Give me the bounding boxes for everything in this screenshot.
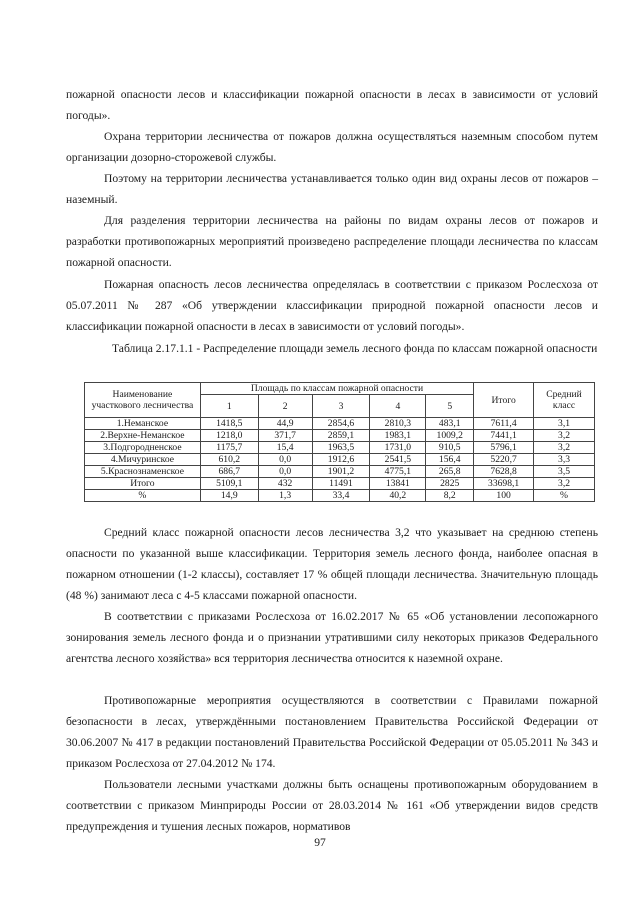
table-cell: 44,9: [258, 418, 312, 430]
table-cell: 1731,0: [370, 442, 426, 454]
table-cell: 4775,1: [370, 466, 426, 478]
table-row: [85, 490, 595, 502]
fire-danger-table: [84, 382, 595, 502]
paragraph-3: Поэтому на территории лесничества устанавливается только один вид охраны лесов от пожаров – наземный.: [66, 172, 598, 206]
table-cell: 13841: [370, 478, 426, 490]
table-cell: 1912,6: [312, 454, 370, 466]
table-header-class: 4: [370, 395, 426, 418]
table-cell: 1418,5: [200, 418, 258, 430]
table-cell: 40,2: [370, 490, 426, 502]
table-cell: 33698,1: [474, 478, 534, 490]
paragraph-1: пожарной опасности лесов и классификации пожарной опасности в лесах в зависимости от условий погоды».: [66, 88, 598, 122]
table-cell: 3,2: [534, 478, 595, 490]
table-cell: 3,1: [534, 418, 595, 430]
table-cell: 910,5: [426, 442, 474, 454]
table-cell: 1,3: [258, 490, 312, 502]
table-header-name: Наименование участкового лесничества: [85, 383, 201, 418]
table-cell: 100: [474, 490, 534, 502]
table-cell: 1009,2: [426, 430, 474, 442]
table-cell: 3,3: [534, 454, 595, 466]
table-cell: 14,9: [200, 490, 258, 502]
table-cell: 5796,1: [474, 442, 534, 454]
page-number: 97: [314, 836, 326, 849]
table-row: [85, 466, 595, 478]
table-header-class: 1: [200, 395, 258, 418]
table-cell: 3,5: [534, 466, 595, 478]
table-header-avg: Средний класс: [534, 383, 595, 418]
table-cell: 265,8: [426, 466, 474, 478]
paragraph-9: Пользователи лесными участками должны быть оснащены противопожарным оборудованием в соответствии с приказом Минприроды России от 28.03.2014 № 161 «Об утверждении видов средств предупреждения и тушения лесных пожаров, нормативов: [66, 778, 598, 833]
table-cell: 3,2: [534, 442, 595, 454]
table-cell: 1963,5: [312, 442, 370, 454]
table-cell: 2810,3: [370, 418, 426, 430]
table-cell: %: [534, 490, 595, 502]
table-cell: 1218,0: [200, 430, 258, 442]
table-cell: 7611,4: [474, 418, 534, 430]
table-cell: 1901,2: [312, 466, 370, 478]
paragraph-6: Средний класс пожарной опасности лесов лесничества 3,2 что указывает на среднюю степень опасности по указанной выше классификации. Территория земель лесного фонда, наиболее опасная в пожарном отношении (1-2 классы), составляет 17 % общей площади лесничества. Значительную площадь (48 %) занимают леса с 4-5 классами пожарной опасности.: [66, 526, 598, 602]
table-cell: 7628,8: [474, 466, 534, 478]
table-cell: 15,4: [258, 442, 312, 454]
table-cell: 432: [258, 478, 312, 490]
table-cell: 7441,1: [474, 430, 534, 442]
table-cell: 8,2: [426, 490, 474, 502]
table-cell: 1175,7: [200, 442, 258, 454]
table-cell: 3,2: [534, 430, 595, 442]
table-body: [85, 418, 595, 502]
table-header-class: 3: [312, 395, 370, 418]
table-cell: 5109,1: [200, 478, 258, 490]
table-cell: 610,2: [200, 454, 258, 466]
table-header-class: 2: [258, 395, 312, 418]
table-cell: 2859,1: [312, 430, 370, 442]
table-caption: Таблица 2.17.1.1 - Распределение площади земель лесного фонда по классам пожарной опасности: [112, 342, 598, 355]
paragraph-2: Охрана территории лесничества от пожаров должна осуществляться наземным способом путем организации дозорно-сторожевой службы.: [66, 130, 598, 164]
table-row-label: 2.Верхне-Неманское: [85, 430, 201, 442]
table-header-total: Итого: [474, 383, 534, 418]
table-row: [85, 418, 595, 430]
table-cell: 0,0: [258, 466, 312, 478]
table-cell: 0,0: [258, 454, 312, 466]
table-cell: 1983,1: [370, 430, 426, 442]
table-row-label: %: [85, 490, 201, 502]
table-row-label: 4.Мичуринское: [85, 454, 201, 466]
table-cell: 2825: [426, 478, 474, 490]
paragraph-5: Пожарная опасность лесов лесничества определялась в соответствии с приказом Рослесхоза от 05.07.2011 № 287 «Об утверждении классификации природной пожарной опасности лесов и классификации пожарной опасности в лесах в зависимости от условий погоды».: [66, 278, 598, 333]
table-cell: 11491: [312, 478, 370, 490]
table-cell: 33,4: [312, 490, 370, 502]
table-cell: 2541,5: [370, 454, 426, 466]
table-row: [85, 430, 595, 442]
table-cell: 156,4: [426, 454, 474, 466]
table-row: [85, 442, 595, 454]
table-cell: 686,7: [200, 466, 258, 478]
table-cell: 2854,6: [312, 418, 370, 430]
table-cell: 371,7: [258, 430, 312, 442]
table-cell: 483,1: [426, 418, 474, 430]
table-header-class: 5: [426, 395, 474, 418]
paragraph-8: Противопожарные мероприятия осуществляются в соответствии с Правилами пожарной безопасности в лесах, утверждёнными постановлением Правительства Российской Федерации от 30.06.2007 № 417 в редакции постановлений Правительства Российской Федерации от 05.05.2011 № 343 и приказом Рослесхоза от 27.04.2012 № 174.: [66, 694, 598, 770]
table-row-label: 3.Подгородненское: [85, 442, 201, 454]
table-row-label: 5.Краснознаменское: [85, 466, 201, 478]
table-row-label: 1.Неманское: [85, 418, 201, 430]
table-header-group: Площадь по классам пожарной опасности: [200, 383, 473, 395]
table-row: [85, 454, 595, 466]
table-row-label: Итого: [85, 478, 201, 490]
table-row: [85, 478, 595, 490]
table-cell: 5220,7: [474, 454, 534, 466]
paragraph-4: Для разделения территории лесничества на районы по видам охраны лесов от пожаров и разработки противопожарных мероприятий произведено распределение площади лесничества по классам пожарной опасности.: [66, 214, 598, 269]
paragraph-7: В соответствии с приказами Рослесхоза от 16.02.2017 № 65 «Об установлении лесопожарного зонирования земель лесного фонда и о признании утратившими силу некоторых приказов Федерального агентства лесного хозяйства» вся территория лесничества относится к наземной охране.: [66, 610, 598, 665]
